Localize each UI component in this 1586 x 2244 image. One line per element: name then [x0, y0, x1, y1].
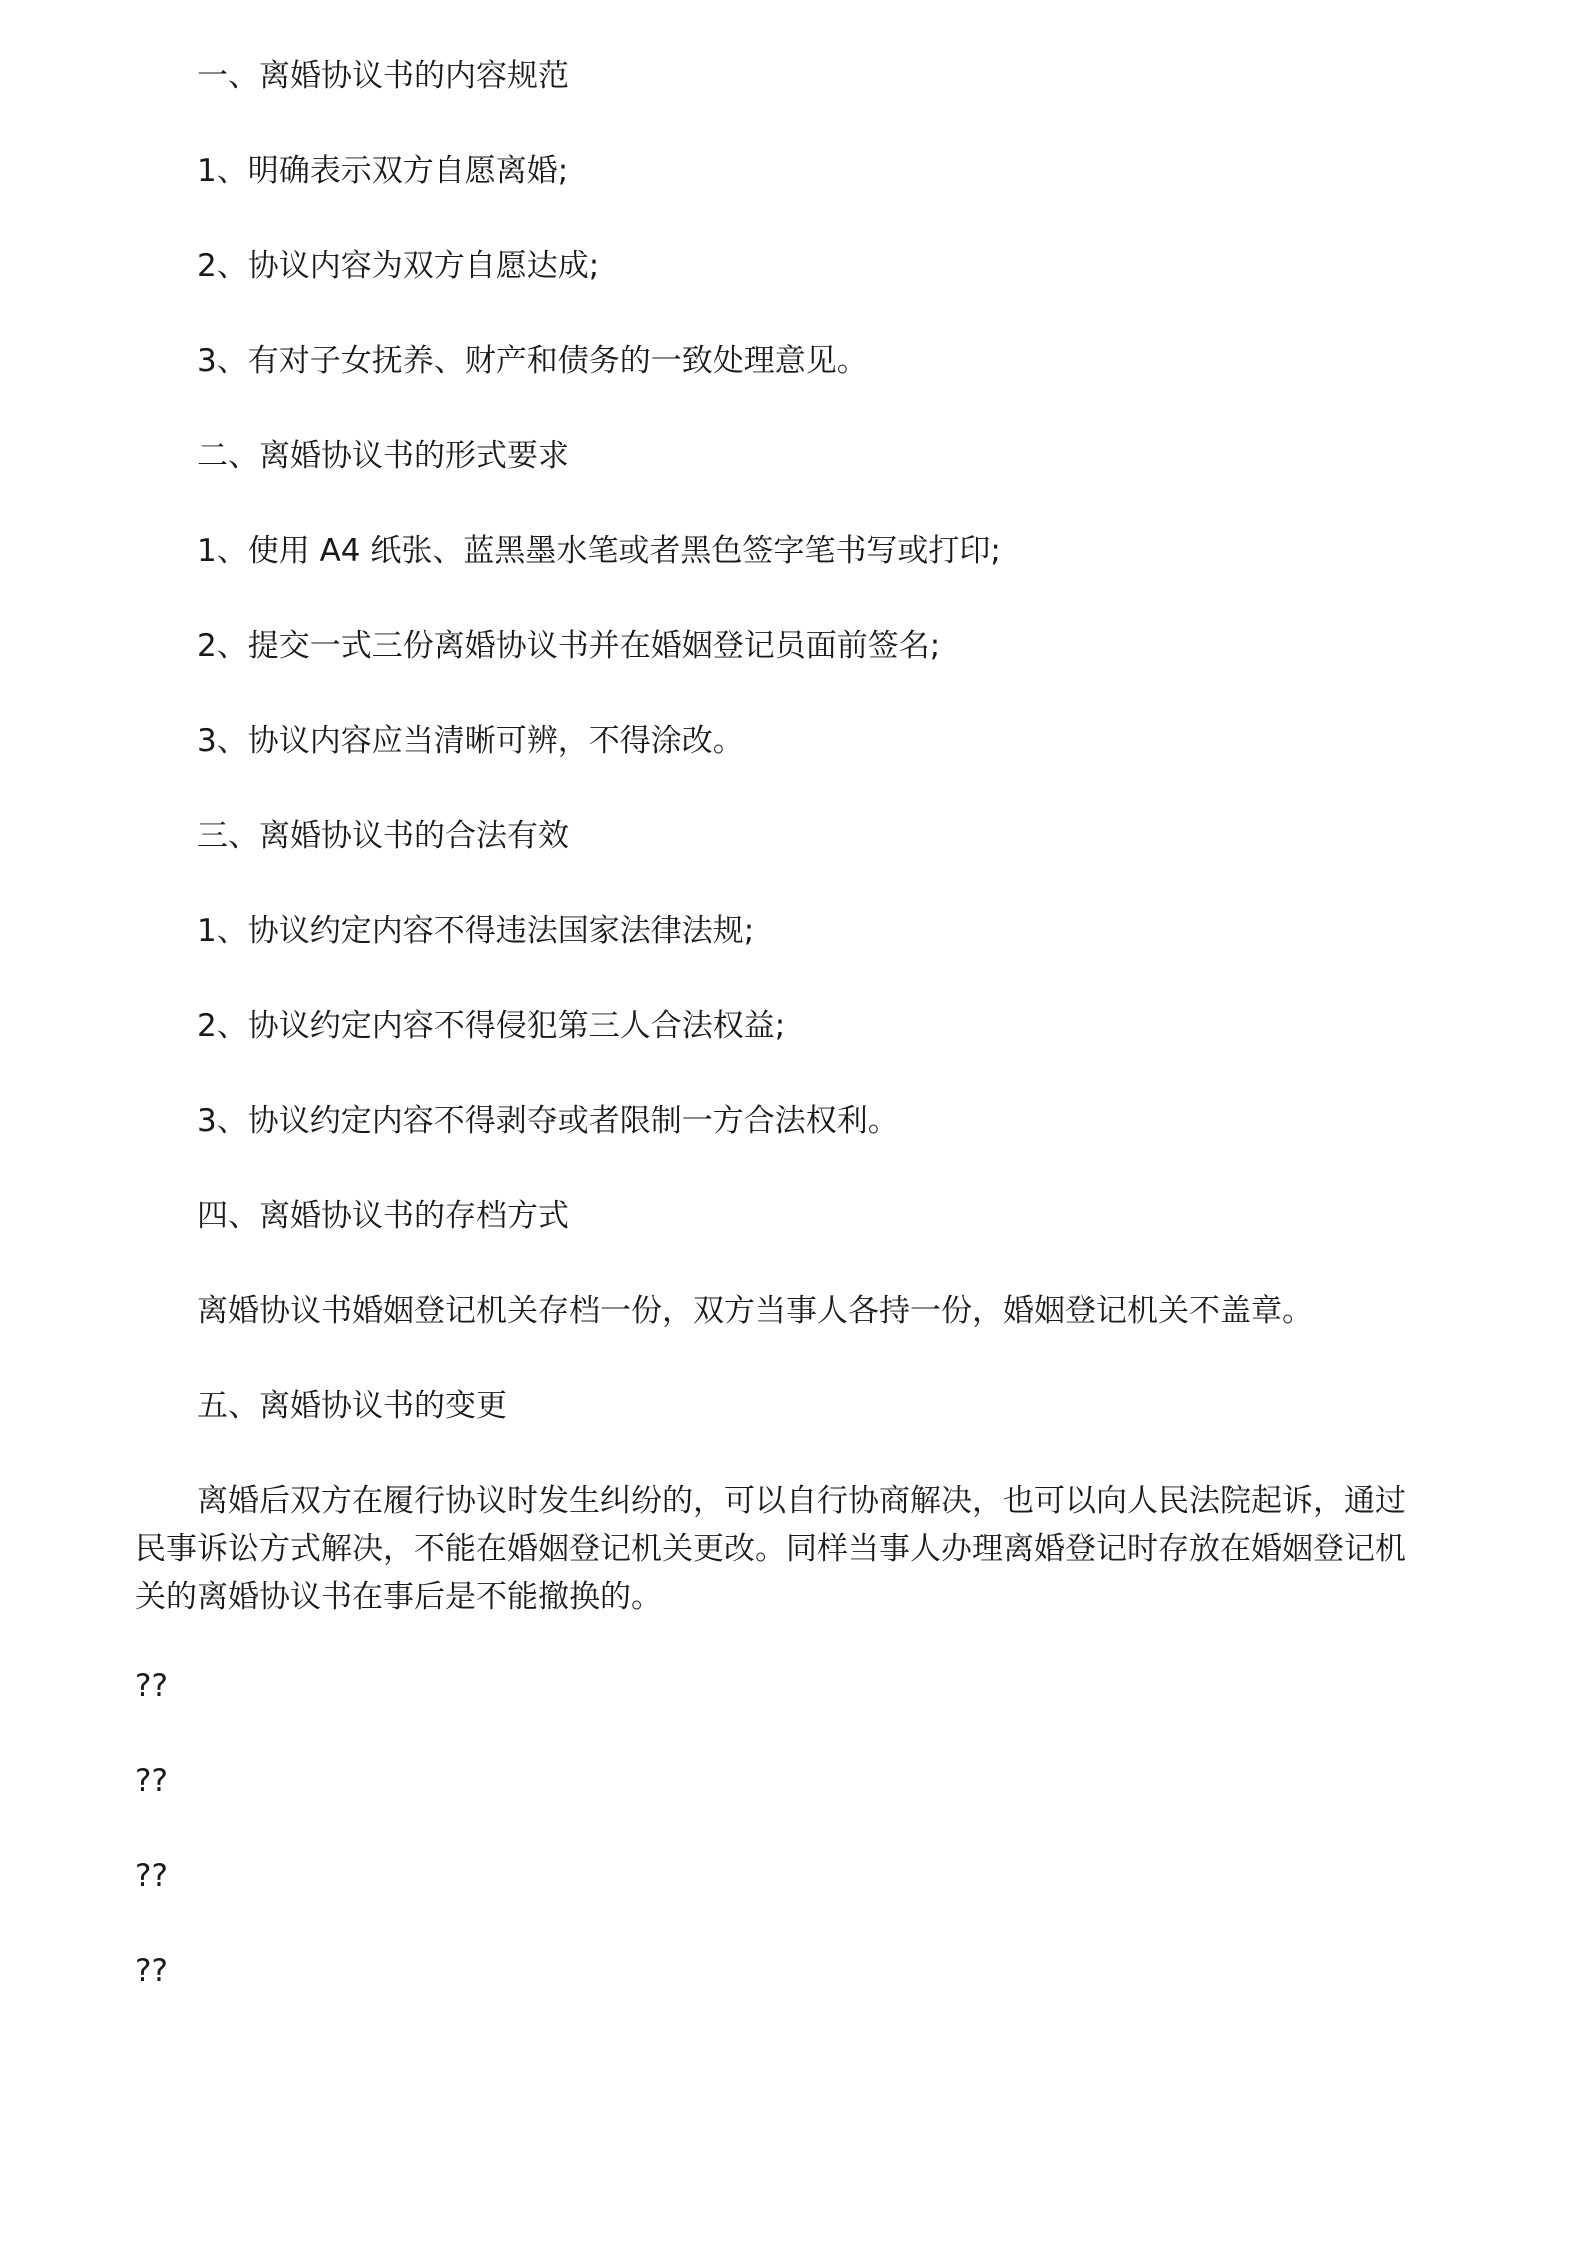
paragraph-line: 关的离婚协议书在事后是不能撤换的。 — [135, 1579, 662, 1615]
section-heading-2: 二、离婚协议书的形式要求 — [197, 438, 569, 474]
list-item: 1、明确表示双方自愿离婚; — [197, 153, 569, 189]
section-heading-1: 一、离婚协议书的内容规范 — [197, 58, 569, 94]
list-item: 2、提交一式三份离婚协议书并在婚姻登记员面前签名; — [197, 628, 941, 664]
list-item: 3、协议内容应当清晰可辨，不得涂改。 — [197, 723, 744, 759]
placeholder-mark: ?? — [135, 1763, 168, 1799]
placeholder-mark: ?? — [135, 1953, 168, 1989]
section-heading-3: 三、离婚协议书的合法有效 — [197, 818, 569, 854]
list-item: 2、协议约定内容不得侵犯第三人合法权益; — [197, 1008, 786, 1044]
section-paragraph-5 — [135, 1477, 1455, 1621]
list-item: 3、协议约定内容不得剥夺或者限制一方合法权利。 — [197, 1103, 899, 1139]
list-item: 1、协议约定内容不得违法国家法律法规; — [197, 913, 755, 949]
paragraph-line: 离婚后双方在履行协议时发生纠纷的，可以自行协商解决，也可以向人民法院起诉，通过 — [197, 1483, 1406, 1519]
list-item: 2、协议内容为双方自愿达成; — [197, 248, 600, 284]
section-heading-5: 五、离婚协议书的变更 — [197, 1388, 507, 1424]
section-paragraph-4: 离婚协议书婚姻登记机关存档一份，双方当事人各持一份，婚姻登记机关不盖章。 — [197, 1293, 1313, 1329]
placeholder-mark: ?? — [135, 1668, 168, 1704]
list-item: 1、使用 A4 纸张、蓝黑墨水笔或者黑色签字笔书写或打印; — [197, 533, 1001, 569]
section-heading-4: 四、离婚协议书的存档方式 — [197, 1198, 569, 1234]
list-item: 3、有对子女抚养、财产和债务的一致处理意见。 — [197, 343, 868, 379]
paragraph-line: 民事诉讼方式解决，不能在婚姻登记机关更改。同样当事人办理离婚登记时存放在婚姻登记机 — [135, 1531, 1406, 1567]
placeholder-mark: ?? — [135, 1858, 168, 1894]
